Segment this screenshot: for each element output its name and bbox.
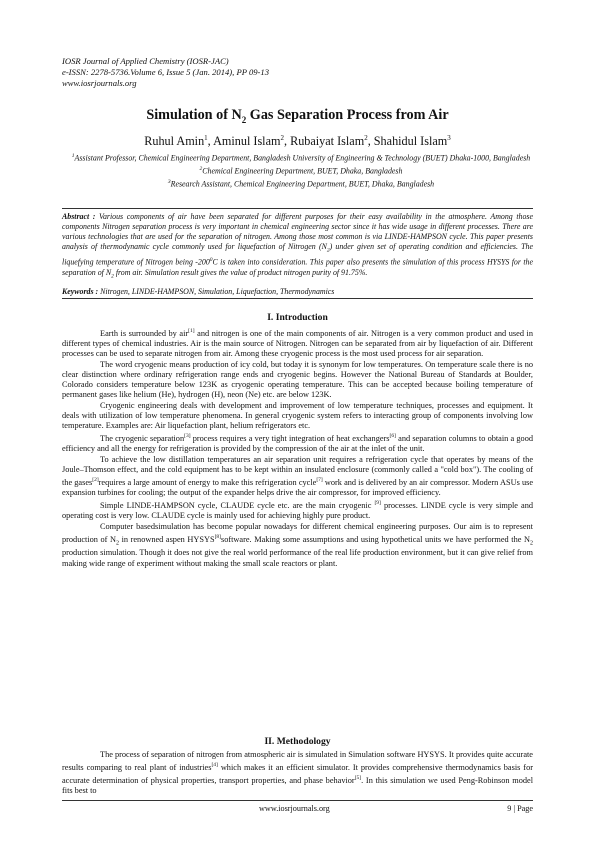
affiliations: [70, 151, 532, 189]
author-name: Aminul Islam: [213, 134, 281, 149]
author-name: Ruhul Amin: [144, 134, 205, 149]
footer-rule: [62, 800, 533, 801]
methodology-body: [62, 750, 533, 797]
journal-name: IOSR Journal of Applied Chemistry (IOSR-JAC): [62, 56, 229, 66]
abstract-label: Abstract :: [62, 212, 96, 221]
affiliation-item: $^3$Research Assistant, Chemical Engineering Department, BUET, Dhaka, Bangladesh: [167, 178, 435, 189]
author-list: Ruhul Amin$^1$, Aminul Islam$^2$, Rubaiyat Islam$^2$, Shahidul Islam$^3$: [144, 134, 451, 149]
paragraph: To achieve the low distillation temperatures an air separation unit requires a refrigeration cycle that operates by means of the Joule–Thomson effect, and the cold equipment has to be kept within an insulated enclosure (commonly called a "cold box"). The cooling of the gases[2]requires a large amount of energy to make this refrigeration cycle[7] work and is delivered by an air compressor. Modern ASUs use expansion turbines for cooling; the output of the expander helps drive the air compressor, for improved efficiency.: [62, 454, 534, 498]
keywords-label: Keywords :: [62, 287, 99, 296]
paragraph: The word cryogenic means production of icy cold, but today it is synonym for low temperatures. On temperature scale there is no clear distinction where ordinary refrigeration range ends and cryogenic begins. However the National Bureau of Standards at Boulder, Colorado considers temperature below 123K as cryogenic operating temperature. This can be accepted because boiling temperature of permanent gases like helium (He), hydrogen (H), neon (Ne) etc. are below 123K.: [62, 359, 533, 400]
affiliation-item: $^2$Chemical Engineering Department, BUET, Dhaka, Bangladesh: [199, 165, 403, 176]
paper-title: Simulation of $N_2$ Gas Separation Process from Air: [146, 107, 449, 125]
affiliation-item: $^1$Assistant Professor, Chemical Engineering Department, Bangladesh University of Engineering & Technology (BUET) Dhaka-1000, Bangladesh: [71, 153, 531, 163]
abstract-bottom-rule: [62, 298, 533, 299]
author-name: Shahidul Islam: [373, 134, 448, 149]
paragraph: Simple LINDE-HAMPSON cycle, CLAUDE cycle etc. are the main cryogenic [9] processes. LINDE cycle is very simple and operating cost is very low. CLAUDE cycle is mainly used for achieving highly pure product.: [62, 500, 534, 521]
paragraph: Cryogenic engineering deals with development and improvement of low temperature techniques, processes and equipment. It deals with utilization of low temperature phenomena. In general cryogenic system refers to interacting group of components involving low temperature. Examples are: Air liquefaction plant, helium refrigerators etc.: [62, 400, 533, 431]
journal-issn: e-ISSN: 2278-5736.Volume 6, Issue 5 (Jan. 2014), PP 09-13: [62, 67, 270, 77]
abstract: Abstract : Various components of air have been separated for different purposes for their easy availability in the atmosphere. Among those components Nitrogen separation process is very important in chemical engineering sector since it has wide usage in different processes. There are various technologies that are used for the separation of nitrogen. Among those most common is via LINDE-HAMPSON cycle. This paper presents analysis of thermodynamic cycle commonly used for liquefaction of Nitrogen $(N_2)$ under given set of operating condition and efficiencies. The liquefying temperature of Nitrogen being $-200^0C$ is taken into consideration. This paper also presents the simulation of this process HYSYS for the separation of $N_2$ from air. Simulation result gives the value of product nitrogen purity of 91.75%.: [62, 212, 534, 280]
journal-header: [62, 56, 269, 89]
section-heading-methodology: II. Methodology: [264, 736, 331, 747]
paragraph: Earth is surrounded by air[1] and nitrogen is one of the main components of air. Nitrogen is a very common product and used in different types of chemical industries. Air is the main source of Nitrogen. Nitrogen can be separated from air by liquefaction of air. Different processes can be used to separate nitrogen from air. Among these cryogenic process is the most used process for air separation.: [62, 328, 533, 359]
journal-site: www.iosrjournals.org: [62, 78, 137, 88]
paragraph: Computer basedsimulation has become popular nowadays for different chemical engineering purposes. Our aim is to represent production of $N_2$ in renowned aspen HYSYS[8]software. Making some assumptions and using hypothetical units we have performed the $N_2$ production simulation. Though it does not give the real world performance of the real life production environment, but it can give relief from making wide range of experiment without making the small scale reactors or plant.: [62, 521, 533, 568]
paragraph: The process of separation of nitrogen from atmospheric air is simulated in Simulation software HYSYS. It provides quite accurate results comparing to real plant of industries[4] which makes it an efficient simulator. It provides comprehensive thermodynamics basis for accurate determination of physical properties, transport properties, and phase behavior[5]. In this simulation we used Peng-Robinson model fits best to: [62, 750, 534, 796]
footer-site-link[interactable]: www.iosrjournals.org: [259, 804, 330, 813]
paragraph: The cryogenic separation[3] process requires a very tight integration of heat exchangers[6] and separation columns to obtain a good efficiency and all the energy for refrigeration is provided by the compression of the air at the inlet of the unit.: [62, 433, 533, 454]
page-number: 9 | Page: [507, 804, 533, 813]
abstract-top-rule: [62, 208, 533, 209]
keywords: Keywords : Nitrogen, LINDE-HAMPSON, Simulation, Liquefaction, Thermodynamics: [62, 287, 335, 296]
section-heading-introduction: I. Introduction: [267, 312, 328, 323]
introduction-body: [62, 326, 533, 569]
author-name: Rubaiyat Islam: [290, 134, 365, 149]
